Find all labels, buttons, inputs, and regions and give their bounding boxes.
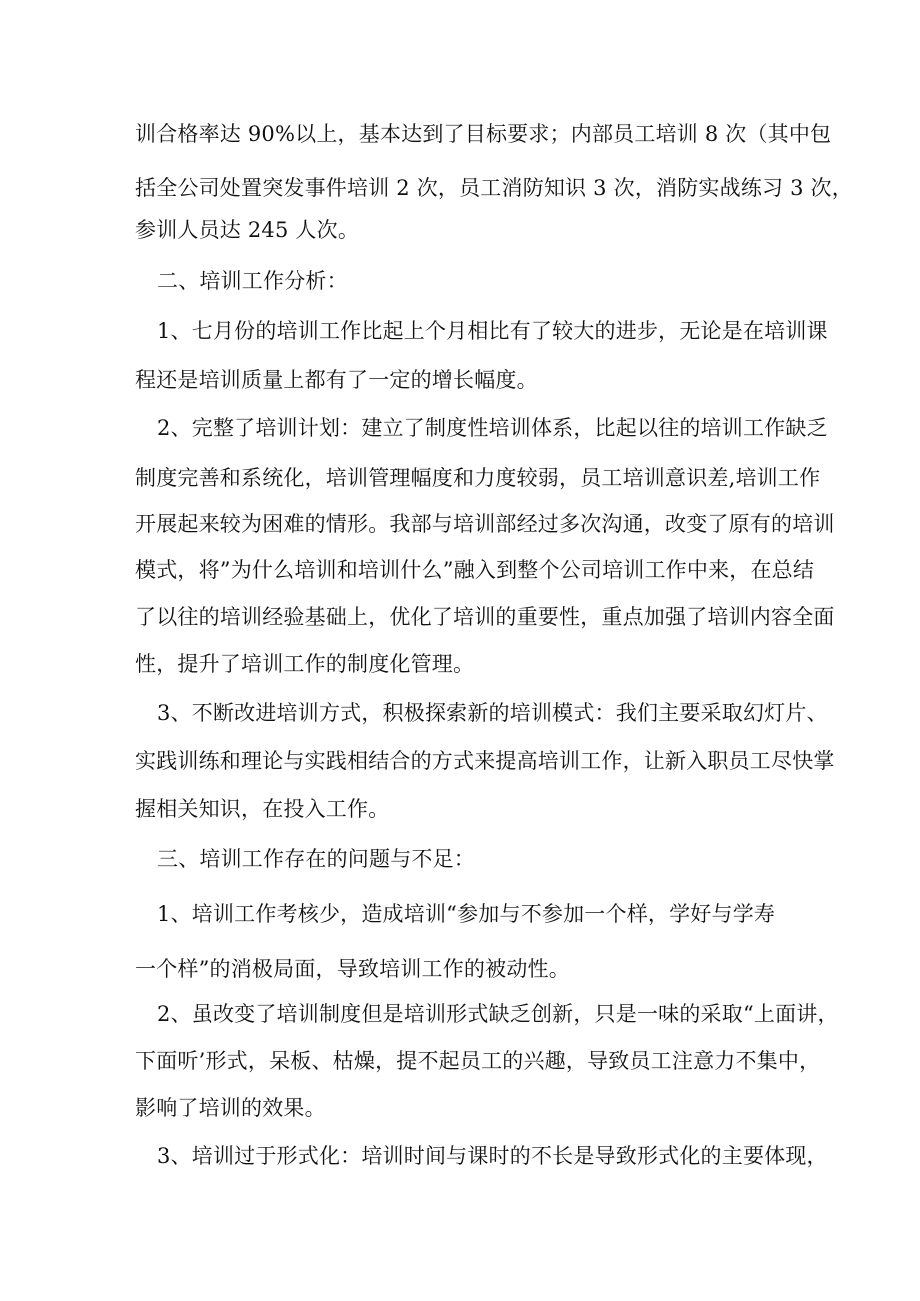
text-line: 参训人员达 245 人次。 <box>135 218 360 242</box>
text-line: 影响了培训的效果。 <box>135 1096 326 1120</box>
text-line: 模式，将”为什么培训和培训什么”融入到整个公司培训工作中来，在总结 <box>135 558 815 582</box>
text-line: 3、不断改进培训方式，积极探索新的培训模式：我们主要采取幻灯片、 <box>157 701 828 725</box>
text-line: 程还是培训质量上都有了一定的增长幅度。 <box>135 368 538 392</box>
text-line: 下面听’形式，呆板、枯燥，提不起员工的兴趣，导致员工注意力不集中， <box>135 1049 821 1073</box>
text-line: 制度完善和系统化，培训管理幅度和力度较弱，员工培训意识差,培训工作 <box>135 466 821 490</box>
text-line: 3、培训过于形式化：培训时间与课时的不长是导致形式化的主要体现， <box>157 1144 828 1168</box>
text-line: 开展起来较为困难的情形。我部与培训部经过多次沟通，改变了原有的培训 <box>135 512 835 536</box>
text-line: 1、七月份的培训工作比起上个月相比有了较大的进步，无论是在培训课 <box>157 319 828 343</box>
text-line: 训合格率达 90%以上，基本达到了目标要求；内部员工培训 8 次（其中包 <box>135 122 832 146</box>
text-line: 了以往的培训经验基础上，优化了培训的重要性，重点加强了培训内容全面 <box>135 605 835 629</box>
text-line: 一个样”的消极局面，导致培训工作的被动性。 <box>135 957 570 981</box>
text-line: 括全公司处置突发事件培训 2 次，员工消防知识 3 次，消防实战练习 3 次， <box>135 176 853 200</box>
text-line: 2、虽改变了培训制度但是培训形式缺乏创新，只是一味的采取“上面讲， <box>157 1002 839 1026</box>
section-heading: 二、培训工作分析： <box>157 269 348 293</box>
text-line: 性，提升了培训工作的制度化管理。 <box>135 652 475 676</box>
section-heading: 三、培训工作存在的问题与不足： <box>157 847 475 871</box>
text-line: 1、培训工作考核少，造成培训“参加与不参加一个样，学好与学寿 <box>157 902 776 926</box>
text-line: 握相关知识，在投入工作。 <box>135 797 390 821</box>
text-line: 实践训练和理论与实践相结合的方式来提高培训工作，让新入职员工尽快掌 <box>135 749 835 773</box>
text-line: 2、完整了培训计划：建立了制度性培训体系，比起以往的培训工作缺乏 <box>157 416 828 440</box>
